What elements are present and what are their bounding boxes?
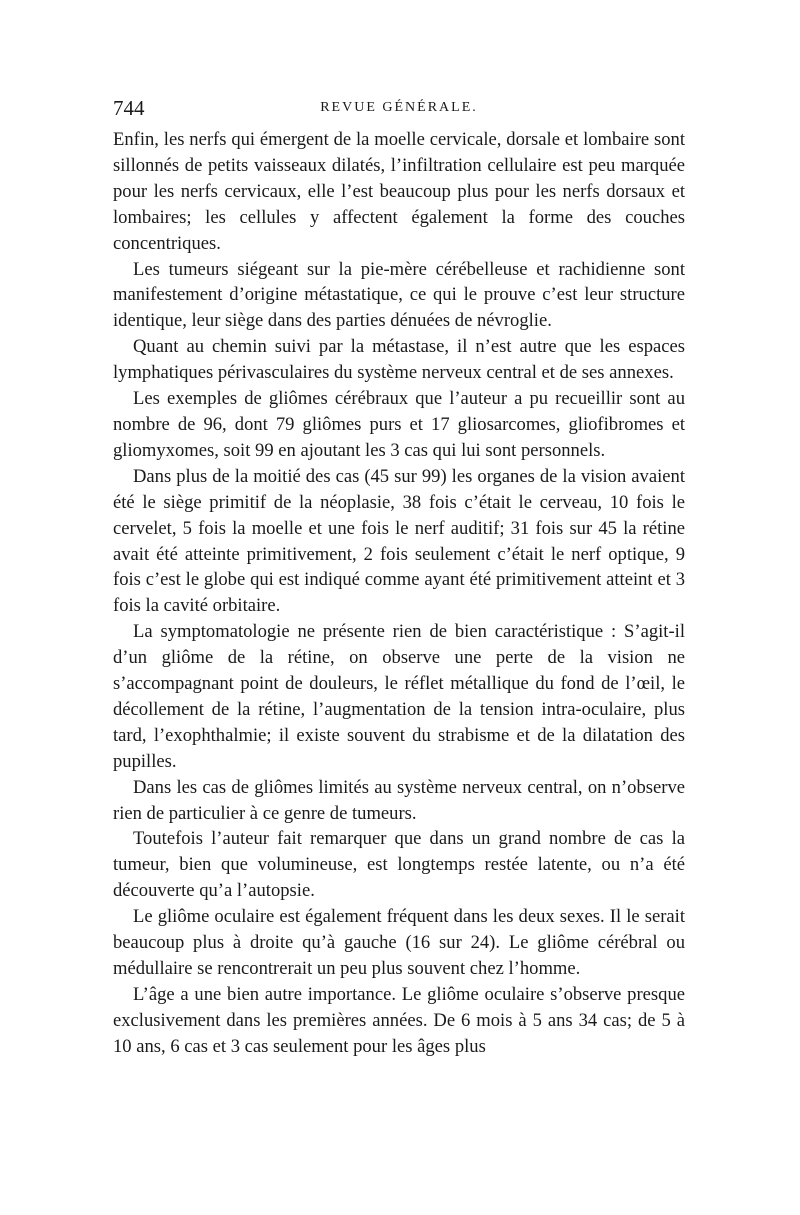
running-title: REVUE GÉNÉRALE. bbox=[320, 100, 478, 115]
page-number: 744 bbox=[113, 96, 145, 120]
paragraph: Dans plus de la moitié des cas (45 sur 99) les organes de la vision avaient été le siège primitif de la néoplasie, 38 fois c’était le cerveau, 10 fois le cervelet, 5 fois la moelle et une fois le nerf auditif; 31 fois sur 45 la rétine avait été atteinte primitivement, 2 fois seulement c’était le nerf optique, 9 fois c’est le globe qui est indiqué comme ayant été primitivement atteint et 3 fois la cavité orbitaire. bbox=[113, 465, 685, 617]
paragraph: Enfin, les nerfs qui émergent de la moelle cervicale, dorsale et lombaire sont sillonnés de petits vaisseaux dilatés, l’infiltration cellulaire est peu marquée pour les nerfs cervicaux, elle l’est beaucoup plus pour les nerfs dorsaux et lombaires; les cellules y affectent également la forme des couches concentriques. bbox=[113, 129, 685, 254]
paragraph: La symptomatologie ne présente rien de bien caractéristique : S’agit-il d’un gliôme de la rétine, on observe une perte de la vision ne s’accompagnant point de douleurs, le réflet métallique du fond de l’œil, le décollement de la rétine, l’augmentation de la tension intra-oculaire, plus tard, l’exophthalmie; il existe souvent du strabisme et de la dilatation des pupilles. bbox=[113, 621, 685, 772]
paragraph: Les tumeurs siégeant sur la pie-mère cérébelleuse et rachidienne sont manifestement d’origine métastatique, ce qui le prouve c’est leur structure identique, leur siège dans des parties dénuées de névroglie. bbox=[113, 258, 685, 332]
paragraph: Le gliôme oculaire est également fréquent dans les deux sexes. Il le serait beaucoup plus à droite qu’à gauche (16 sur 24). Le gliôme cérébral ou médullaire se rencontrerait un peu plus souvent chez l’homme. bbox=[113, 906, 685, 979]
paragraph: Dans les cas de gliômes limités au système nerveux central, on n’observe rien de particulier à ce genre de tumeurs. bbox=[113, 776, 685, 824]
paragraph: Les exemples de gliômes cérébraux que l’auteur a pu recueillir sont au nombre de 96, dont 79 gliômes purs et 17 gliosarcomes, gliofibromes et gliomyxomes, soit 99 en ajoutant les 3 cas qui lui sont personnels. bbox=[113, 388, 685, 461]
paragraph: Quant au chemin suivi par la métastase, il n’est autre que les espaces lymphatiques périvasculaires du système nerveux central et de ses annexes. bbox=[113, 336, 685, 384]
page-header bbox=[113, 95, 685, 121]
body-text bbox=[113, 127, 685, 1060]
paragraph: L’âge a une bien autre importance. Le gliôme oculaire s’observe presque exclusivement dans les premières années. De 6 mois à 5 ans 34 cas; de 5 à 10 ans, 6 cas et 3 cas seulement pour les âges plus bbox=[113, 983, 685, 1057]
paragraph: Toutefois l’auteur fait remarquer que dans un grand nombre de cas la tumeur, bien que volumineuse, est longtemps restée latente, ou n’a été découverte qu’a l’autopsie. bbox=[113, 828, 685, 902]
